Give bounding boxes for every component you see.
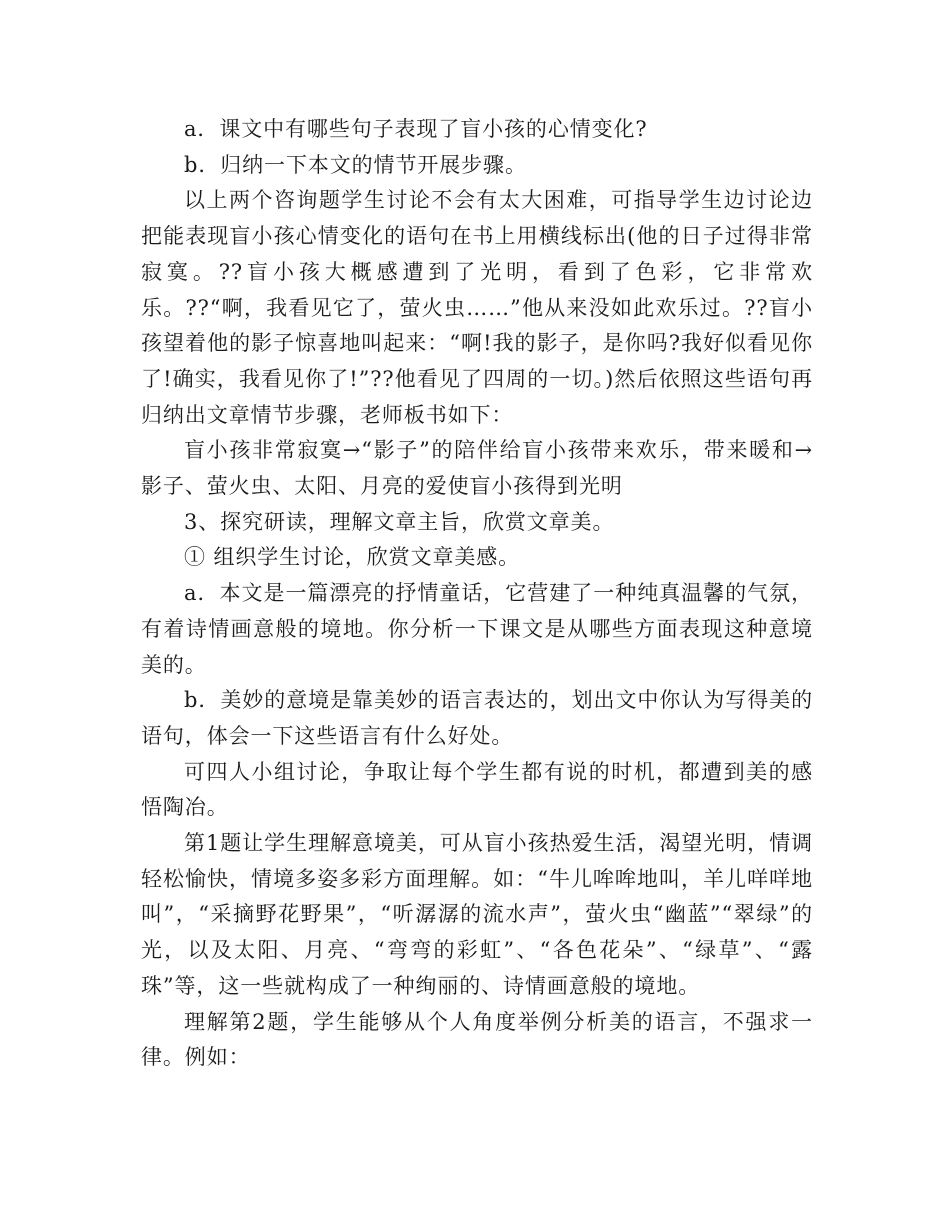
paragraph-question-1-explanation: 第1题让学生理解意境美，可从盲小孩热爱生活，渴望光明，情调轻松愉快，情境多姿多彩方面理解。如：“牛儿哞哞地叫，羊儿咩咩地叫”，“采摘野花野果”，“听潺潺的流水声”，萤火虫“幽蓝”“翠绿”的光，以及太阳、月亮、“弯弯的彩虹”、“各色花朵”、“绿草”、“露珠”等，这一些就构成了一种绚丽的、诗情画意般的境地。 xyxy=(141,831,813,998)
document-body xyxy=(141,112,813,1076)
paragraph-step-3-item-1: ① 组织学生讨论，欣赏文章美感。 xyxy=(184,545,521,570)
paragraph-blackboard-summary: 盲小孩非常寂寞→“影子”的陪伴给盲小孩带来欢乐，带来暖和→影子、萤火虫、太阳、月亮的爱使盲小孩得到光明 xyxy=(141,438,813,499)
paragraph-discussion-guide: 以上两个咨询题学生讨论不会有太大困难，可指导学生边讨论边把能表现盲小孩心情变化的语句在书上用横线标出(他的日子过得非常寂寞。??盲小孩大概感遭到了光明，看到了色彩，它非常欢乐。??“啊，我看见它了，萤火虫……”他从来没如此欢乐过。??盲小孩望着他的影子惊喜地叫起来：“啊!我的影子，是你吗?我好似看见你了!确实，我看见你了!”??他看见了四周的一切。)然后依照这些语句再归纳出文章情节步骤，老师板书如下： xyxy=(141,188,813,427)
paragraph-step-3: 3、探究研读，理解文章主旨，欣赏文章美。 xyxy=(184,509,615,534)
paragraph-question-2-explanation: 理解第2题，学生能够从个人角度举例分析美的语言，不强求一律。例如： xyxy=(141,1009,813,1070)
paragraph-beauty-question-a: a．本文是一篇漂亮的抒情童话，它营建了一种纯真温馨的气氛，有着诗情画意般的境地。你分析一下课文是从哪些方面表现这种意境美的。 xyxy=(141,581,813,677)
paragraph-question-b: b．归纳一下本文的情节开展步骤。 xyxy=(184,152,527,177)
paragraph-beauty-question-b: b．美妙的意境是靠美妙的语言表达的，划出文中你认为写得美的语句，体会一下这些语言有什么好处。 xyxy=(141,688,813,748)
paragraph-question-a: a．课文中有哪些句子表现了盲小孩的心情变化? xyxy=(184,117,648,141)
paragraph-group-discussion: 可四人小组讨论，争取让每个学生都有说的时机，都遭到美的感悟陶冶。 xyxy=(141,759,813,820)
